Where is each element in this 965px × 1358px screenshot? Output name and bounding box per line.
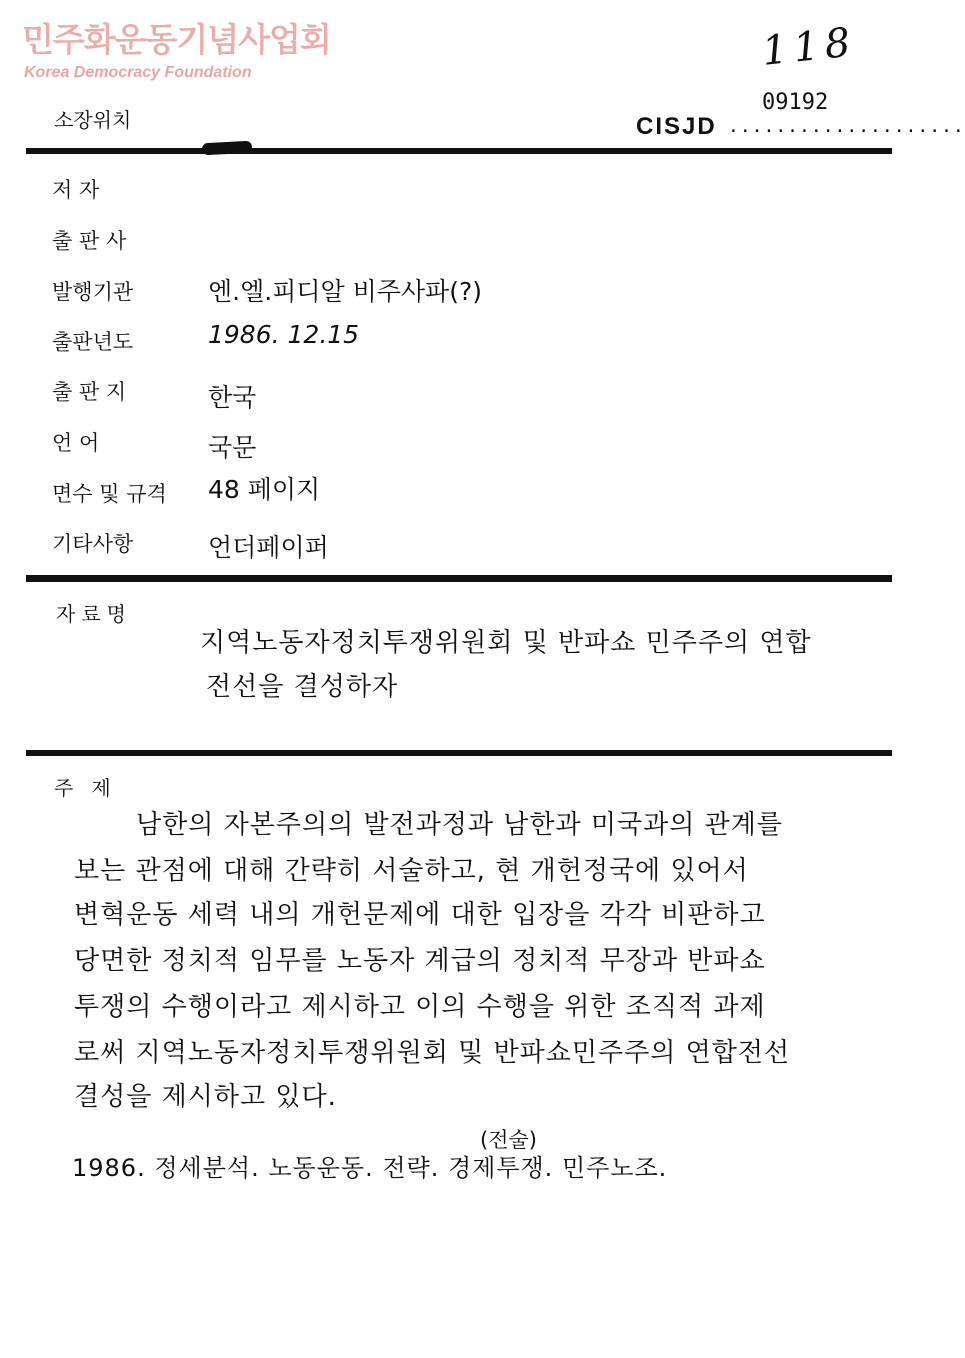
subject-line-6: 로써 지역노동자정치투쟁위원회 및 반파쇼민주주의 연합전선 [74,1038,791,1068]
cisjd-dotted-leader: .................... [728,116,965,137]
field-label-language: 언 어 [52,431,100,455]
field-label-author: 저 자 [52,178,100,202]
subject-line-3: 변혁운동 세력 내의 개헌문제에 대한 입장을 각각 비판하고 [74,900,766,930]
field-value-language: 국문 [208,433,257,462]
field-label-pages: 면수 및 규격 [52,482,167,506]
field-value-pages: 48 페이지 [208,475,321,504]
resource-title-line-2: 전선을 결성하자 [206,672,399,702]
field-label-other: 기타사항 [52,532,134,556]
watermark-logo-english: Korea Democracy Foundation [24,64,252,81]
keywords-line: 1986. 정세분석. 노동운동. 전략. 경제투쟁. 민주노조. [72,1154,668,1182]
field-value-pub-place: 한국 [208,383,257,412]
subject-line-5: 투쟁의 수행이라고 제시하고 이의 수행을 위한 조직적 과제 [74,992,766,1022]
top-divider [26,148,892,154]
subject-line-2: 보는 관점에 대해 간략히 서술하고, 현 개헌정국에 있어서 [74,856,749,886]
watermark-logo-korean: 민주화운동기념사업회 [22,20,331,59]
cisjd-label: CISJD [636,113,717,140]
field-value-other: 언더페이퍼 [208,533,329,562]
middle-divider [26,575,892,582]
field-value-issuing-org: 엔.엘.피디알 비주사파(?) [208,277,482,306]
subject-line-7: 결성을 제시하고 있다. [74,1082,337,1112]
resource-title-line-1: 지역노동자정치투쟁위원회 및 반파쇼 민주주의 연합 [200,628,812,658]
handwritten-page-mark: 118 [759,19,859,75]
subject-line-1: 남한의 자본주의의 발전과정과 남한과 미국과의 관계를 [136,810,783,840]
subject-label: 주제 [54,776,129,800]
document-number: 09192 [762,90,829,115]
lower-divider [26,750,892,756]
field-value-pub-date: 1986. 12.15 [208,320,360,349]
location-label: 소장위치 [54,108,132,132]
subject-line-4: 당면한 정치적 임무를 노동자 계급의 정치적 무장과 반파쇼 [74,946,766,976]
field-label-pub-place: 출 판 지 [52,380,127,404]
keywords-note: (전술) [480,1128,537,1152]
field-label-issuing-org: 발행기관 [52,280,134,304]
resource-title-label: 자료명 [56,602,132,626]
field-label-pub-date: 출판년도 [52,330,134,354]
field-label-publisher: 출 판 사 [52,229,127,253]
